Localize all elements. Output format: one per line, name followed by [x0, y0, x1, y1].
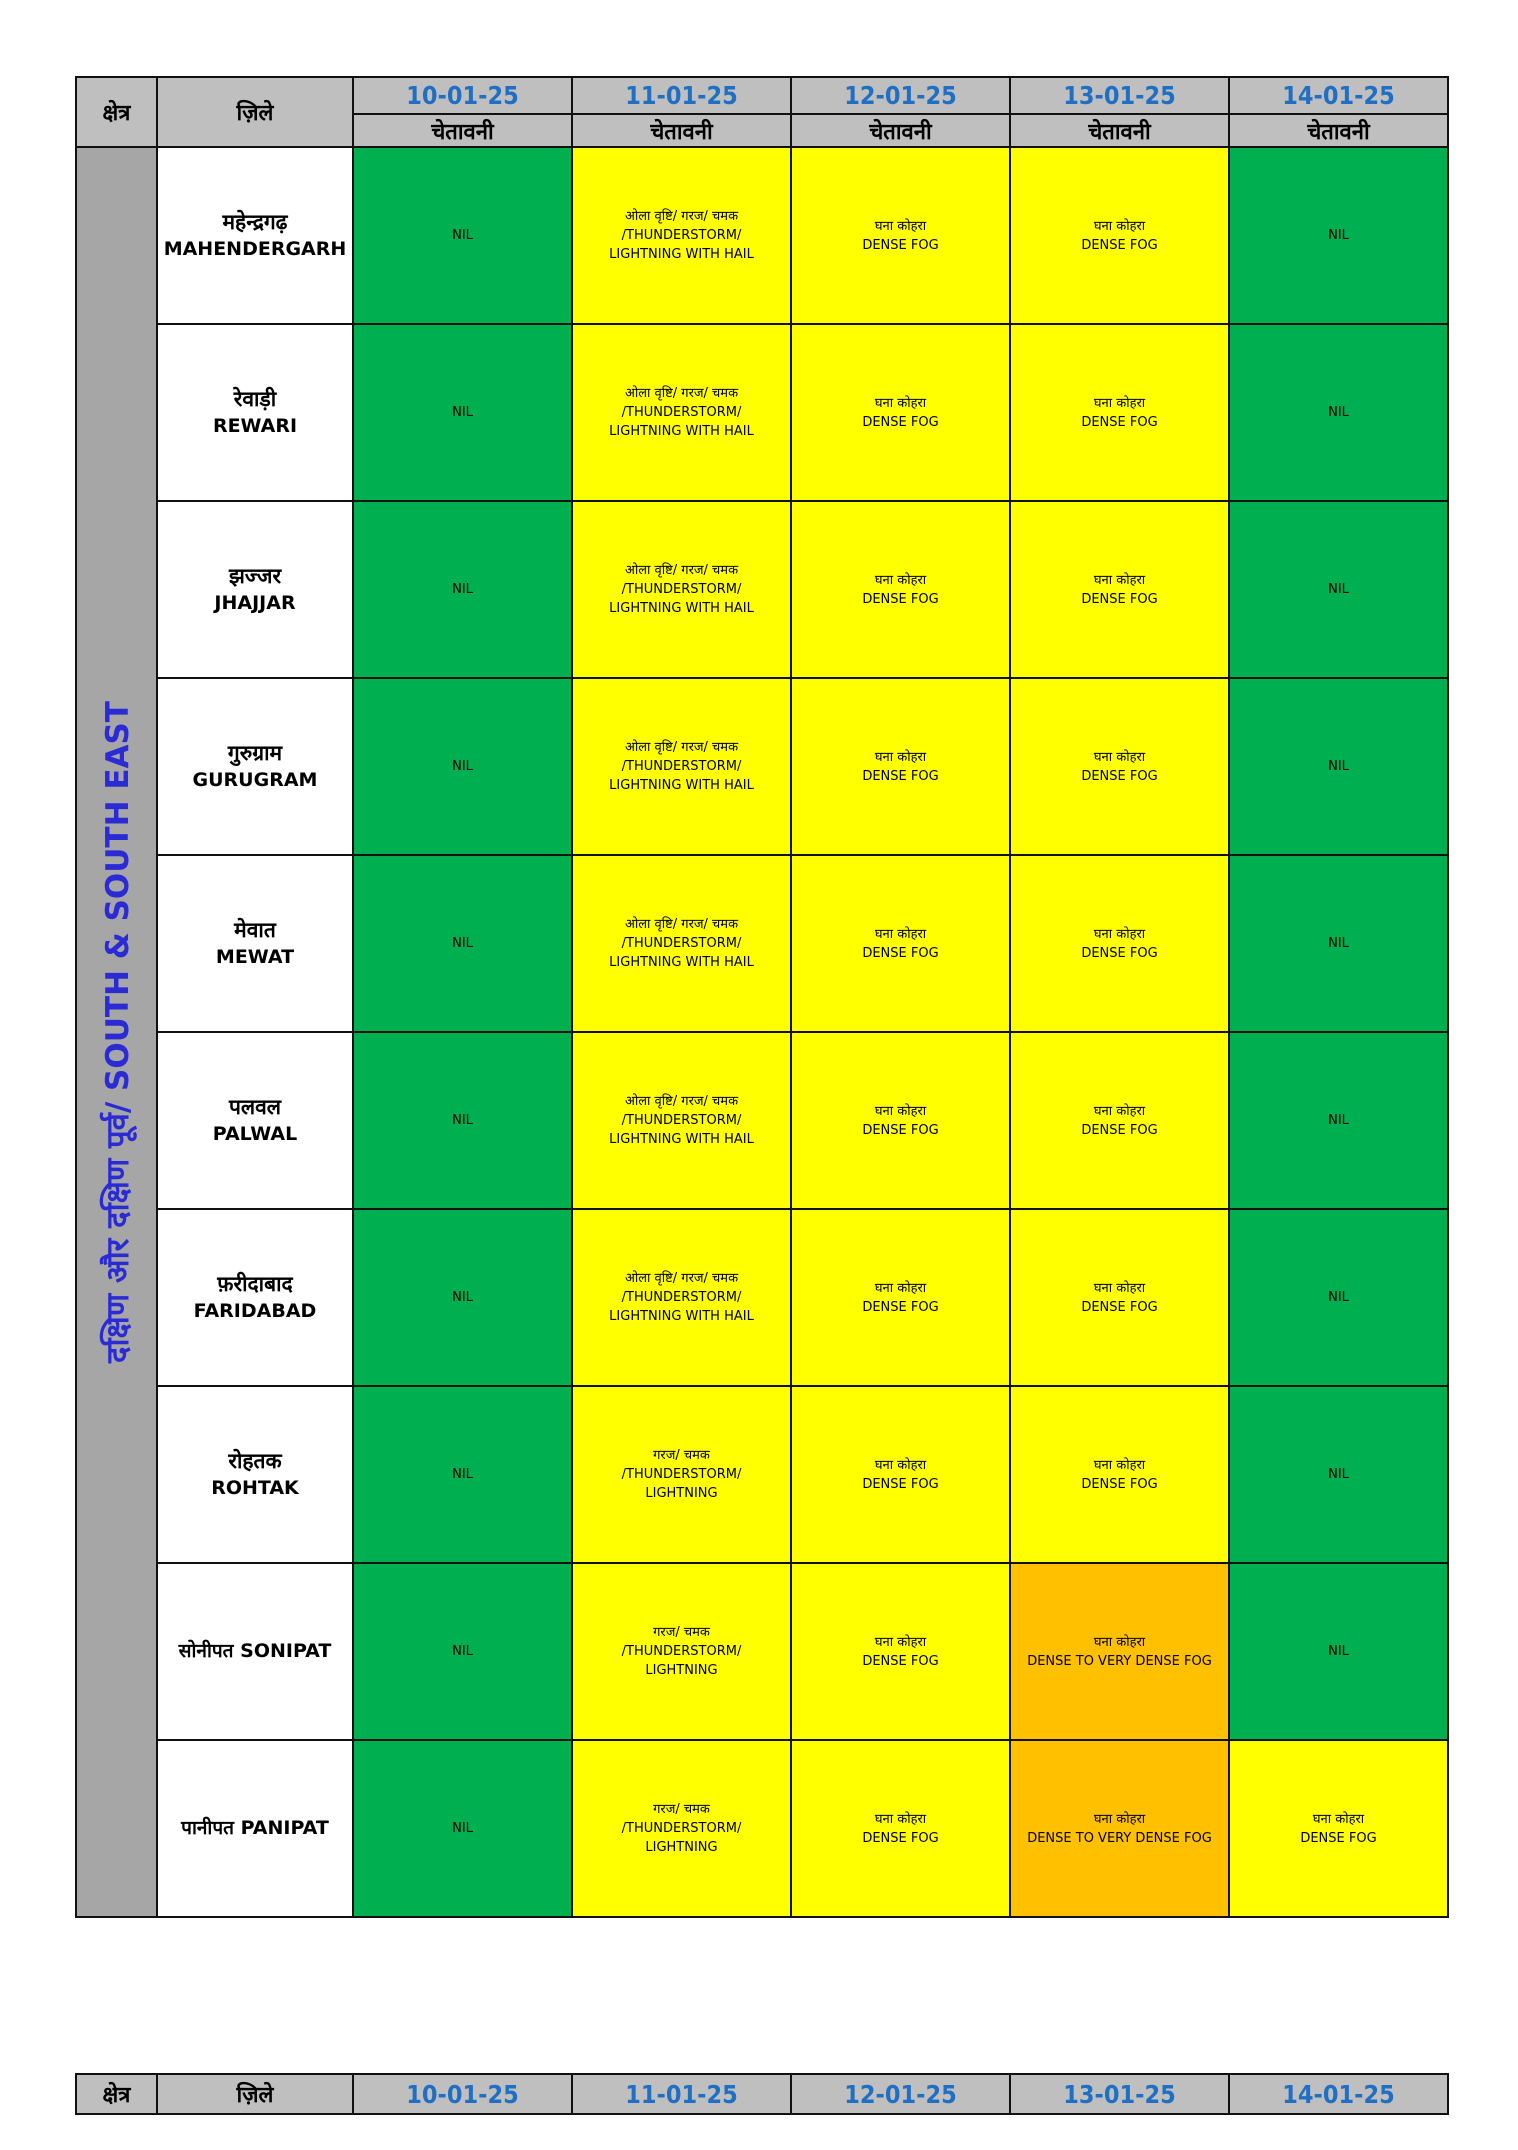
warning-text: ओला वृष्टि/ गरज/ चमक	[624, 1094, 739, 1109]
warning-cell	[353, 678, 572, 855]
warning-cell	[353, 1563, 572, 1740]
district-name-english: SONIPAT	[240, 1640, 332, 1662]
warning-cell	[572, 678, 791, 855]
warning-cell	[1010, 1209, 1229, 1386]
warning-cell	[791, 1032, 1010, 1209]
district-cell	[157, 678, 353, 855]
district-name-english: JHAJJAR	[214, 591, 296, 614]
warning-text: घना कोहरा	[1093, 749, 1146, 765]
district-name-hindi: गुरुग्राम	[227, 740, 283, 765]
warning-text: घना कोहरा	[1093, 1811, 1146, 1827]
warning-text: NIL	[1328, 582, 1349, 597]
region-header: क्षेत्र	[76, 77, 157, 147]
warning-cell	[1010, 324, 1229, 501]
date-header: 12-01-25	[791, 77, 1010, 114]
warning-text: घना कोहरा	[1093, 395, 1146, 411]
warning-cell	[1010, 501, 1229, 678]
district-name-english: PALWAL	[212, 1122, 298, 1145]
warning-cell	[572, 1209, 791, 1386]
warning-header: चेतावनी	[1010, 114, 1229, 147]
warning-text: ओला वृष्टि/ गरज/ चमक	[624, 1271, 739, 1286]
district-name-hindi: मेवात	[234, 917, 276, 942]
warning-text: NIL	[452, 228, 473, 243]
warning-cell	[353, 324, 572, 501]
warning-text: LIGHTNING WITH HAIL	[609, 601, 754, 616]
district-name-hindi: पलवल	[228, 1094, 282, 1119]
footer-header-table	[75, 2073, 1449, 2115]
warning-text: DENSE FOG	[862, 1299, 939, 1315]
warning-text: LIGHTNING	[645, 1486, 718, 1501]
warning-cell	[353, 1032, 572, 1209]
warning-text: NIL	[1328, 1113, 1349, 1128]
warning-cell	[791, 1740, 1010, 1917]
warning-text: DENSE TO VERY DENSE FOG	[1027, 1653, 1212, 1669]
warning-text: ओला वृष्टि/ गरज/ चमक	[624, 740, 739, 755]
warning-cell	[572, 1032, 791, 1209]
table-row	[76, 1209, 1448, 1386]
district-cell	[157, 1209, 353, 1386]
district-name-english: REWARI	[212, 414, 298, 437]
footer-date-header: 11-01-25	[572, 2074, 791, 2114]
footer-date-header: 13-01-25	[1010, 2074, 1229, 2114]
warning-text: DENSE FOG	[1081, 945, 1158, 961]
warning-text: घना कोहरा	[874, 572, 927, 588]
warning-cell	[791, 678, 1010, 855]
warning-text: DENSE FOG	[1300, 1830, 1377, 1846]
warning-table	[75, 76, 1449, 1918]
warning-cell	[1010, 1386, 1229, 1563]
district-cell	[157, 855, 353, 1032]
warning-text: घना कोहरा	[874, 749, 927, 765]
warning-text: DENSE FOG	[1081, 591, 1158, 607]
warning-text: DENSE FOG	[862, 1830, 939, 1846]
date-header: 13-01-25	[1010, 77, 1229, 114]
warning-text: DENSE FOG	[862, 1122, 939, 1138]
warning-text: LIGHTNING	[645, 1663, 718, 1678]
warning-text: NIL	[1328, 1290, 1349, 1305]
warning-text: DENSE FOG	[1081, 414, 1158, 430]
warning-text: LIGHTNING	[645, 1840, 718, 1855]
warning-text: NIL	[452, 1821, 473, 1836]
district-name-hindi: सोनीपत	[178, 1640, 234, 1662]
warning-text: DENSE FOG	[1081, 768, 1158, 784]
warning-cell	[353, 855, 572, 1032]
warning-cell	[1010, 855, 1229, 1032]
warning-cell	[791, 1563, 1010, 1740]
district-name-english: FARIDABAD	[193, 1299, 317, 1322]
warning-cell	[791, 855, 1010, 1032]
region-name: दक्षिण और दक्षिण पूर्व/ SOUTH & SOUTH EAST	[99, 701, 136, 1363]
district-cell	[157, 1563, 353, 1740]
warning-cell	[353, 1209, 572, 1386]
warning-cell	[1229, 1386, 1448, 1563]
warning-text: NIL	[452, 582, 473, 597]
warning-text: NIL	[452, 1113, 473, 1128]
warning-cell	[1229, 1740, 1448, 1917]
warning-header: चेतावनी	[572, 114, 791, 147]
warning-cell	[1229, 147, 1448, 324]
warning-text: DENSE FOG	[862, 591, 939, 607]
warning-text: /THUNDERSTORM/	[621, 582, 742, 597]
district-cell	[157, 1740, 353, 1917]
warning-text: घना कोहरा	[1093, 218, 1146, 234]
warning-cell	[572, 324, 791, 501]
warning-cell	[572, 1740, 791, 1917]
warning-text: ओला वृष्टि/ गरज/ चमक	[624, 917, 739, 932]
warning-text: /THUNDERSTORM/	[621, 1821, 742, 1836]
warning-cell	[1010, 678, 1229, 855]
region-cell	[76, 147, 157, 1917]
warning-text: /THUNDERSTORM/	[621, 1467, 742, 1482]
warning-text: /THUNDERSTORM/	[621, 1644, 742, 1659]
warning-text: /THUNDERSTORM/	[621, 936, 742, 951]
warning-cell	[1010, 1740, 1229, 1917]
warning-text: NIL	[452, 936, 473, 951]
district-name-english: MAHENDERGARH	[163, 237, 347, 260]
warning-cell	[1229, 501, 1448, 678]
warning-text: घना कोहरा	[1093, 1634, 1146, 1650]
district-cell	[157, 147, 353, 324]
warning-cell	[353, 1740, 572, 1917]
warning-text: DENSE FOG	[862, 945, 939, 961]
footer-district-header: ज़िले	[157, 2074, 353, 2114]
warning-text: NIL	[1328, 405, 1349, 420]
warning-cell	[791, 147, 1010, 324]
warning-text: DENSE FOG	[1081, 1476, 1158, 1492]
warning-text: NIL	[1328, 1644, 1349, 1659]
warning-text: घना कोहरा	[874, 1457, 927, 1473]
warning-text: /THUNDERSTORM/	[621, 1290, 742, 1305]
warning-text: LIGHTNING WITH HAIL	[609, 955, 754, 970]
warning-text: LIGHTNING WITH HAIL	[609, 778, 754, 793]
warning-cell	[572, 1563, 791, 1740]
table-row	[76, 1740, 1448, 1917]
warning-text: घना कोहरा	[1093, 572, 1146, 588]
warning-text: घना कोहरा	[874, 1634, 927, 1650]
warning-text: /THUNDERSTORM/	[621, 1113, 742, 1128]
warning-text: घना कोहरा	[874, 1280, 927, 1296]
warning-text: /THUNDERSTORM/	[621, 405, 742, 420]
warning-text: घना कोहरा	[874, 395, 927, 411]
warning-cell	[791, 1209, 1010, 1386]
warning-text: NIL	[1328, 228, 1349, 243]
warning-cell	[1010, 147, 1229, 324]
district-name-hindi: फ़रीदाबाद	[217, 1271, 293, 1296]
warning-text: DENSE FOG	[862, 1653, 939, 1669]
warning-cell	[1229, 324, 1448, 501]
date-header: 14-01-25	[1229, 77, 1448, 114]
district-name-english: ROHTAK	[211, 1476, 299, 1499]
footer-date-header: 14-01-25	[1229, 2074, 1448, 2114]
footer-date-header: 12-01-25	[791, 2074, 1010, 2114]
table-row	[76, 147, 1448, 324]
warning-text: ओला वृष्टि/ गरज/ चमक	[624, 386, 739, 401]
table-row	[76, 1032, 1448, 1209]
warning-text: LIGHTNING WITH HAIL	[609, 1309, 754, 1324]
district-name-hindi: रेवाड़ी	[233, 386, 277, 411]
warning-cell	[1229, 1563, 1448, 1740]
district-name-hindi: महेन्द्रगढ़	[222, 209, 288, 234]
warning-text: NIL	[452, 1644, 473, 1659]
district-name-hindi: झज्जर	[228, 563, 282, 588]
warning-cell	[572, 855, 791, 1032]
district-cell	[157, 1032, 353, 1209]
warning-text: DENSE FOG	[862, 768, 939, 784]
warning-cell	[353, 147, 572, 324]
warning-text: NIL	[452, 1290, 473, 1305]
district-name-english: MEWAT	[215, 945, 295, 968]
warning-cell	[1229, 1209, 1448, 1386]
warning-cell	[572, 1386, 791, 1563]
warning-text: DENSE FOG	[862, 1476, 939, 1492]
footer-region-header: क्षेत्र	[76, 2074, 157, 2114]
warning-cell	[1229, 855, 1448, 1032]
district-name-english: PANIPAT	[240, 1817, 329, 1839]
warning-text: DENSE FOG	[862, 414, 939, 430]
warning-text: घना कोहरा	[874, 218, 927, 234]
warning-text: DENSE FOG	[1081, 1122, 1158, 1138]
warning-text: गरज/ चमक	[653, 1625, 710, 1640]
date-header: 10-01-25	[353, 77, 572, 114]
table-row	[76, 678, 1448, 855]
warning-text: LIGHTNING WITH HAIL	[609, 247, 754, 262]
warning-text: घना कोहरा	[1093, 1280, 1146, 1296]
warning-text: घना कोहरा	[874, 1811, 927, 1827]
warning-cell	[1010, 1032, 1229, 1209]
warning-cell	[572, 147, 791, 324]
warning-text: NIL	[1328, 936, 1349, 951]
warning-text: DENSE FOG	[1081, 1299, 1158, 1315]
warning-text: DENSE FOG	[862, 237, 939, 253]
warning-cell	[1010, 1563, 1229, 1740]
warning-text: घना कोहरा	[1312, 1811, 1365, 1827]
warning-text: NIL	[452, 759, 473, 774]
warning-cell	[1229, 678, 1448, 855]
district-cell	[157, 501, 353, 678]
warning-text: घना कोहरा	[874, 1103, 927, 1119]
warning-header: चेतावनी	[1229, 114, 1448, 147]
table-row	[76, 324, 1448, 501]
warning-text: घना कोहरा	[1093, 1457, 1146, 1473]
warning-header: चेतावनी	[791, 114, 1010, 147]
warning-cell	[1229, 1032, 1448, 1209]
warning-cell	[791, 1386, 1010, 1563]
table-row	[76, 1386, 1448, 1563]
district-cell	[157, 324, 353, 501]
warning-text: DENSE TO VERY DENSE FOG	[1027, 1830, 1212, 1846]
warning-text: NIL	[452, 1467, 473, 1482]
district-name-english: GURUGRAM	[192, 768, 318, 791]
warning-cell	[572, 501, 791, 678]
warning-text: गरज/ चमक	[653, 1448, 710, 1463]
warning-cell	[791, 501, 1010, 678]
warning-text: ओला वृष्टि/ गरज/ चमक	[624, 209, 739, 224]
warning-text: DENSE FOG	[1081, 237, 1158, 253]
warning-text: LIGHTNING WITH HAIL	[609, 424, 754, 439]
warning-cell	[353, 1386, 572, 1563]
warning-text: घना कोहरा	[1093, 926, 1146, 942]
warning-cell	[353, 501, 572, 678]
table-row	[76, 855, 1448, 1032]
warning-text: NIL	[1328, 759, 1349, 774]
warning-text: /THUNDERSTORM/	[621, 228, 742, 243]
warning-text: घना कोहरा	[1093, 1103, 1146, 1119]
warning-text: ओला वृष्टि/ गरज/ चमक	[624, 563, 739, 578]
district-header: ज़िले	[157, 77, 353, 147]
district-name-hindi: पानीपत	[181, 1817, 234, 1839]
table-row	[76, 501, 1448, 678]
district-name-hindi: रोहतक	[228, 1448, 282, 1473]
table-row	[76, 1563, 1448, 1740]
date-header: 11-01-25	[572, 77, 791, 114]
warning-header: चेतावनी	[353, 114, 572, 147]
warning-cell	[791, 324, 1010, 501]
warning-text: /THUNDERSTORM/	[621, 759, 742, 774]
warning-text: NIL	[452, 405, 473, 420]
warning-text: NIL	[1328, 1467, 1349, 1482]
warning-text: LIGHTNING WITH HAIL	[609, 1132, 754, 1147]
warning-text: गरज/ चमक	[653, 1802, 710, 1817]
district-cell	[157, 1386, 353, 1563]
warning-text: घना कोहरा	[874, 926, 927, 942]
footer-date-header: 10-01-25	[353, 2074, 572, 2114]
